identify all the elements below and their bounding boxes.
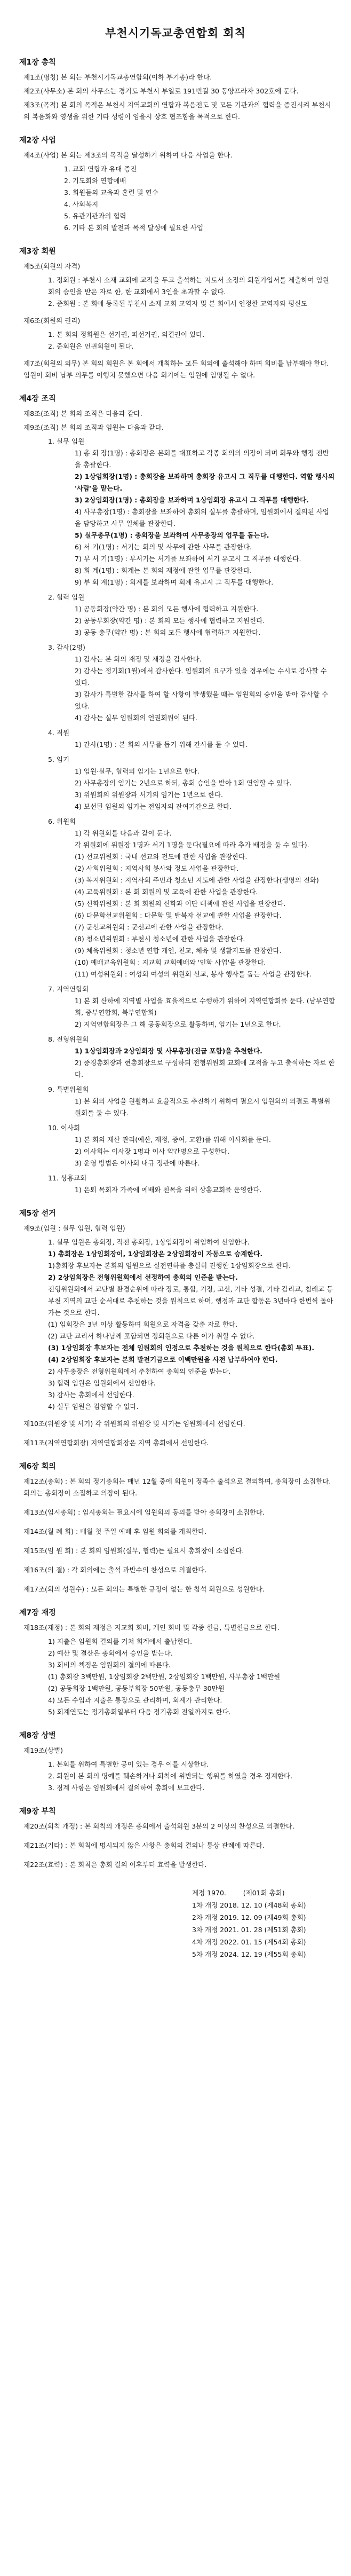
list-item: 1. 실무 임원은 총회장, 직전 총회장, 1상임회장이 위임하여 선임한다. xyxy=(48,1238,250,1246)
article-21: 제21조(기타) : 본 회칙에 명시되지 않은 사항은 총회의 결의나 통상 관례에 따른다. xyxy=(23,1841,265,1849)
list-item: (7) 군선교위원회 : 군선교에 관한 사업을 관장한다. xyxy=(75,923,224,931)
article-4: 제4조(사업) 본 회는 제3조의 목적을 달성하기 위하여 다음 사업을 한다. xyxy=(23,151,233,159)
list-item: 1) 본 회의 사업을 원활하고 효율적으로 추진하기 위하여 필요시 임원회의 의결로 특별위원회를 둘 수 있다. xyxy=(75,1097,331,1117)
list-item: 2) 사무총장의 임기는 2년으로 하되, 총회 승인을 받아 1회 연임할 수 있다. xyxy=(75,779,292,787)
list-item: (5) 신학위원회 : 본 회 회원의 신학과 이단 대책에 관한 사업을 관장한다. xyxy=(75,900,286,908)
list-item: 1)총회장 후보자는 본회의 임원으로 실전연하를 충실히 진행한 1상임회장으로 한다. xyxy=(48,1262,291,1270)
list-item: 3) 운영 방법은 이사회 내규 정관에 따른다. xyxy=(75,1159,200,1167)
article-9b: 제9조(임원 : 실무 임원, 협력 임원) xyxy=(23,1224,125,1232)
list-item: (2) 공동회장 1백만원, 공동부회장 50만원, 공동총무 30만원 xyxy=(48,1684,225,1692)
article-15: 제15조(임 원 회) : 본 회의 임원회(실무, 협력)는 필요시 총회장이 소집한다. xyxy=(23,1547,244,1555)
article-14: 제14조(월 례 회) : 매월 첫 주일 예배 후 임원 회의를 개최한다. xyxy=(23,1527,207,1535)
list-item: (1) 선교위원회 : 국내 선교와 전도에 관한 사업을 관장한다. xyxy=(75,853,248,861)
list-item: 3. 회원들의 교육과 훈련 및 연수 xyxy=(64,188,158,196)
list-item: 4) 모든 수입과 지출은 통장으로 관리하며, 회계가 관리한다. xyxy=(48,1696,222,1704)
list-item: 1. 정회원 : 부천시 소재 교회에 교적을 두고 출석하는 지토서 소정의 회원가입서를 제출하여 임원회의 승인을 받은 자로 한, 한 교회에서 3인을 초과할 수 없다. xyxy=(48,276,329,296)
list-item: 각 위원회에 위원장 1명과 서기 1명을 둔다(필요에 따라 추가 배정을 둘 수 있다). xyxy=(75,841,309,849)
list-item: 6. 기타 본 회의 발전과 목적 달성에 필요한 사업 xyxy=(64,224,204,232)
list-item: (2) 교단 교리서 하나님께 포함되면 정회원으로 다른 이가 취할 수 없다. xyxy=(48,1332,255,1340)
section-heading: 7. 지역연합회 xyxy=(48,985,89,993)
chapter-7-heading: 제7장 재정 xyxy=(19,1609,56,1617)
section-heading: 4. 직원 xyxy=(48,729,70,737)
list-item: (1) 총회장 3백만원, 1상임회장 2백만원, 2상임회장 1백만원, 사무총장 1백만원 xyxy=(48,1673,281,1681)
list-item: 2. 준회원 : 본 회에 등록된 부천시 소재 교회 교역자 및 본 회에서 인정한 교역자와 평신도 xyxy=(48,300,308,308)
list-item: 2) 사무총장은 전형위원회에서 추천하여 총회의 인준을 받는다. xyxy=(48,1367,231,1375)
article-10: 제10조(위원장 및 서기) 각 위원회의 위원장 및 서기는 임원회에서 선임한다. xyxy=(23,1420,245,1428)
article-8: 제8조(조직) 본 회의 조직은 다음과 같다. xyxy=(23,409,142,417)
revision-entry: 4차 개정 2022. 01. 15 (제54회 총회) xyxy=(192,1938,306,1946)
list-item: 2) 2상임회장은 전형위원회에서 선정하여 총회의 인준을 받는다. xyxy=(48,1273,238,1281)
list-item: (2) 사회위원회 : 지역사회 봉사와 정도 사업을 관장한다. xyxy=(75,864,239,872)
list-item: 2. 준회원은 언권회원이 된다. xyxy=(48,342,134,350)
chapter-9-heading: 제9장 부칙 xyxy=(19,1807,56,1816)
list-item: 3. 징계 사항은 임원회에서 결의하여 총회에 보고한다. xyxy=(48,1784,205,1792)
list-item: 3) 공동 총무(약간 명) : 본 회의 모든 행사에 협력하고 지원한다. xyxy=(75,628,261,636)
list-item: 1) 감사는 본 회의 재정 및 재정을 감사한다. xyxy=(75,655,202,663)
section-heading: 1. 실무 임원 xyxy=(48,437,85,445)
list-item: 8) 회 계(1명) : 회계는 본 회의 재정에 관한 업무를 관장한다. xyxy=(75,566,252,574)
list-item: 2. 회원이 본 회의 명예를 훼손하거나 회칙에 위반되는 행위를 하였을 경우 징계한다. xyxy=(48,1772,293,1780)
list-item: 2) 1상임회장(1명) : 총회장을 보좌하며 총회장 유고시 그 직무를 대행한다. 역할 행사의 '사람'을 맡는다. xyxy=(75,472,335,492)
article-6: 제6조(회원의 권리) xyxy=(23,317,81,325)
chapter-1-heading: 제1장 총칙 xyxy=(19,58,56,67)
list-item: 1. 교회 연합과 유대 증진 xyxy=(64,165,137,173)
section-heading: 3. 감사(2명) xyxy=(48,643,85,651)
list-item: 3) 위원회의 위원장과 서기의 임기는 1년으로 한다. xyxy=(75,791,224,799)
revision-entry: 5차 개정 2024. 12. 19 (제55회 총회) xyxy=(192,1950,306,1958)
list-item: 3) 감사가 특별한 감사를 하여 할 사항이 발생했을 때는 임원회의 승인을 받아 감사할 수 있다. xyxy=(75,690,329,710)
section-heading: 9. 특별위원회 xyxy=(48,1085,89,1093)
list-item: 4. 사회복지 xyxy=(64,200,99,208)
article-18: 제18조(재정) : 본 회의 재정은 지교회 회비, 개인 회비 및 각종 헌금, 특별헌금으로 한다. xyxy=(23,1624,280,1632)
list-item: (11) 여성위원회 : 여성회 여성의 위원회 선교, 봉사 행사를 돕는 사업을 관장한다. xyxy=(75,970,312,978)
list-item: 9) 부 회 계(1명) : 회계를 보좌하며 회계 유고시 그 직무를 대행한다. xyxy=(75,578,274,586)
list-item: 3) 협력 임원은 임원회에서 선임한다. xyxy=(48,1379,156,1387)
list-item: 3) 감사는 총회에서 선임한다. xyxy=(48,1391,134,1399)
list-item: 2) 증경총회장과 현총회장으로 구성하되 전형위원회 교회에 교적을 두고 출석하는 자로 한다. xyxy=(75,1059,335,1078)
list-item: (4) 2상임회장 후보자는 본회 발전기금으로 이백만원을 사전 납부하여야 한다. xyxy=(48,1356,278,1364)
list-item: 4) 감사는 실무 임원회의 언권회원이 된다. xyxy=(75,714,197,722)
article-11: 제11조(지역연합회장) 지역연합회장은 지역 총회에서 선임한다. xyxy=(23,1439,209,1447)
list-item: 1) 각 위원회를 다음과 같이 둔다. xyxy=(75,829,172,837)
section-heading: 6. 위원회 xyxy=(48,817,76,825)
article-1: 제1조(명칭) 본 회는 부천시기독교총연합회(이하 부기총)라 한다. xyxy=(23,73,212,81)
list-item: 1. 본 회의 정회원은 선거권, 피선거권, 의결권이 있다. xyxy=(48,330,205,338)
article-5: 제5조(회원의 자격) xyxy=(23,262,81,270)
list-item: 2) 지역연합회장은 그 해 공동회장으로 활동하며, 임기는 1년으로 한다. xyxy=(75,1020,281,1028)
list-item: 3) 회비의 책정은 임원회의 결의에 따른다. xyxy=(48,1661,171,1669)
list-item: 5) 실무총무(1명) : 총회장을 보좌하여 사무총장의 업무를 돕는다. xyxy=(75,531,269,539)
list-item: 4) 보선된 임원의 임기는 전임자의 잔여기간으로 한다. xyxy=(75,802,232,810)
article-2: 제2조(사무소) 본 회의 사무소는 경기도 부천시 부일로 191번길 30 동양프라자 302호에 둔다. xyxy=(23,87,299,95)
article-20: 제20조(회칙 개정) : 본 회칙의 개정은 총회에서 출석회원 3분의 2 이상의 찬성으로 의결한다. xyxy=(23,1822,294,1830)
list-item: 6) 서 기(1명) : 서기는 회의 및 사무에 관한 사무를 관장한다. xyxy=(75,543,252,551)
chapter-5-heading: 제5장 선거 xyxy=(19,1209,56,1218)
article-12: 제12조(총회) : 본 회의 정기총회는 매년 12월 중에 회원이 정족수 출석으로 결의하며, 총회장이 소집한다. 회의는 총회장이 소집하고 의장이 된다. xyxy=(23,1477,331,1497)
list-item: 1) 총회장은 1상임회장이, 1상임회장은 2상임회장이 자동으로 승계한다. xyxy=(48,1250,263,1258)
article-13: 제13조(임시총회) : 임시총회는 필요시에 임원회의 동의를 받아 총회장이 소집한다. xyxy=(23,1508,265,1516)
section-heading: 8. 전형위원회 xyxy=(48,1035,89,1043)
list-item: 1. 본회를 위하여 특별한 공이 있는 경우 이를 시상한다. xyxy=(48,1760,209,1768)
revision-entry: 제정 1970. (제01회 총회) xyxy=(192,1889,285,1897)
chapter-2-heading: 제2장 사업 xyxy=(19,136,56,145)
article-9: 제9조(조직) 본 회의 조직과 임원는 다음과 같다. xyxy=(23,423,164,431)
list-item: 1) 은퇴 목회자 가족에 예배와 친목을 위해 상흥교회를 운영한다. xyxy=(75,1186,262,1194)
article-17: 제17조(회의 성원수) : 모든 회의는 특별한 규정이 없는 한 참석 회원으로 성원한다. xyxy=(23,1585,265,1593)
section-heading: 10. 이사회 xyxy=(48,1124,81,1132)
list-item: 1) 지출은 임원회 결의를 거쳐 회계에서 출납한다. xyxy=(48,1637,193,1645)
list-item: 2) 이사회는 이사장 1명과 이사 약간명으로 구성한다. xyxy=(75,1147,230,1155)
list-item: 2) 예산 및 결산은 총회에서 승인을 받는다. xyxy=(48,1649,173,1657)
list-item: (6) 다문화선교위원회 : 다문화 및 탈북자 선교에 관한 사업을 관장한다. xyxy=(75,911,282,919)
list-item: (3) 1상임회장 후보자는 전체 임원회의 인정으로 추천하는 것을 원칙으로 한다(총회 투표). xyxy=(48,1344,315,1352)
revision-entry: 2차 개정 2019. 12. 09 (제49회 총회) xyxy=(192,1913,306,1921)
list-item: (1) 임회장은 3년 이상 활동하며 회원으로 자격을 갖춘 자로 한다. xyxy=(48,1320,238,1328)
list-item: 1) 공동회장(약간 명) : 본 회의 모든 행사에 협력하고 지원한다. xyxy=(75,605,259,613)
list-item: 1) 1상임회장과 2상임회장 및 사무총장(전급 포함)을 추천한다. xyxy=(75,1047,262,1055)
revision-entry: 1차 개정 2018. 12. 10 (제48회 총회) xyxy=(192,1901,306,1909)
list-item: 1) 본 회의 재산 관리(예산, 재정, 증여, 교환)를 위해 이사회를 둔다. xyxy=(75,1136,272,1144)
article-3: 제3조(목적) 본 회의 목적은 부천시 지역교회의 연합과 복음전도 및 모든 기관과의 협력을 증진시켜 부천시의 복음화와 영생을 위한 기타 성령이 임을시 상호 협조함을 목적으로 한다. xyxy=(23,101,331,121)
article-16: 제16조(의 결) : 각 회의에는 출석 과반수의 찬성으로 의결한다. xyxy=(23,1566,207,1574)
list-item: (9) 체육위원회 : 청소년 연합 개인, 친교, 체육 및 생활지도를 관장한다. xyxy=(75,947,282,955)
chapter-3-heading: 제3장 회원 xyxy=(19,247,56,256)
revision-entry: 3차 개정 2021. 01. 28 (제51회 총회) xyxy=(192,1926,306,1934)
list-item: 2) 공동부회장(약간 명) : 본 회의 모든 행사에 협력하고 지원한다. xyxy=(75,617,265,625)
list-item: 1) 임원·실무, 협력의 임기는 1년으로 한다. xyxy=(75,767,200,775)
list-item: 7) 부 서 기(1명) : 부서기는 서기를 보좌하여 서기 유고시 그 직무를 대행한다. xyxy=(75,555,301,563)
list-item: (10) 예배교육위원회 : 지교회 교회예배와 '인화 사업'을 관장한다. xyxy=(75,958,266,966)
list-item: 4) 사무총장(1명) : 총회장을 보좌하여 총회의 실무를 총괄하며, 임원회에서 결의된 사업을 담당하고 사무 일체를 관장한다. xyxy=(75,508,329,527)
list-item: 2) 감사는 정기회(1월)에서 감사한다. 임원회의 요구가 있을 경우에는 수시로 감사할 수 있다. xyxy=(75,667,327,687)
article-22: 제22조(효력) : 본 회칙은 총회 결의 이후부터 효력을 발생한다. xyxy=(23,1861,207,1869)
section-heading: 11. 상흥교회 xyxy=(48,1174,87,1182)
list-item: (4) 교육위원회 : 본 회 회원의 및 교육에 관한 사업을 관장한다. xyxy=(75,888,258,896)
section-heading: 2. 협력 임원 xyxy=(48,593,85,601)
chapter-8-heading: 제8장 상벌 xyxy=(19,1731,56,1740)
revision-history xyxy=(192,1887,335,1960)
list-item: (8) 청소년위원회 : 부천시 청소년에 관한 사업을 관장한다. xyxy=(75,935,245,943)
list-item: 2. 기도회와 연합예배 xyxy=(64,177,126,185)
list-item: 3) 2상임회장(1명) : 총회장을 보좌하며 1상임회장 유고시 그 직무를 대행한다. xyxy=(75,496,309,504)
list-item: 4) 실무 임원은 겸임할 수 없다. xyxy=(48,1403,139,1411)
list-item: 1) 총 회 장(1명) : 총회장은 본회를 대표하고 각종 회의의 의장이 되며 회무와 행정 전반을 총괄한다. xyxy=(75,449,329,469)
list-item: 1) 간사(1명) : 본 회의 사무를 돕기 위해 간사를 둘 수 있다. xyxy=(75,740,248,749)
section-heading: 5. 임기 xyxy=(48,755,70,763)
list-item: 1) 본 회 산하에 지역별 사업을 효율적으로 수행하기 위하여 지역연합회를 둔다. (남부연합회, 중부연합회, 북부연합회) xyxy=(75,997,336,1017)
list-item: 전형위원회에서 교단별 환경순위에 따라 장로, 통합, 기장, 고신, 기타 성결, 기타 감리교, 침례교 등 부천 지역의 교단 순서대로 추천하는 것을 원칙으로 하며, 행정과 교단 합동은 3년마다 한번씩 돌아가는 것으로 한다. xyxy=(48,1285,333,1317)
document-title: 부천시기독교총연합회 회칙 xyxy=(105,27,246,40)
article-7: 제7조(회원의 의무) 본 회의 회원은 본 회에서 개최하는 모든 회의에 출석해야 하며 회비를 납부해야 한다. 임원이 회비 납부 의무를 이행치 못했으면 다음 회기에는 임원에 임명될 수 없다. xyxy=(23,359,329,379)
article-19: 제19조(상벌) xyxy=(23,1746,63,1754)
list-item: 5) 회계연도는 정기총회일부터 다음 정기총회 전일까지로 한다. xyxy=(48,1708,231,1716)
list-item: 5. 유관기관과의 협력 xyxy=(64,212,126,220)
chapter-4-heading: 제4장 조직 xyxy=(19,395,56,403)
list-item: (3) 복지위원회 : 지역사회 주민과 청소년 지도에 관한 사업을 관장한다(생명의 전화) xyxy=(75,876,319,884)
chapter-6-heading: 제6장 회의 xyxy=(19,1462,56,1471)
